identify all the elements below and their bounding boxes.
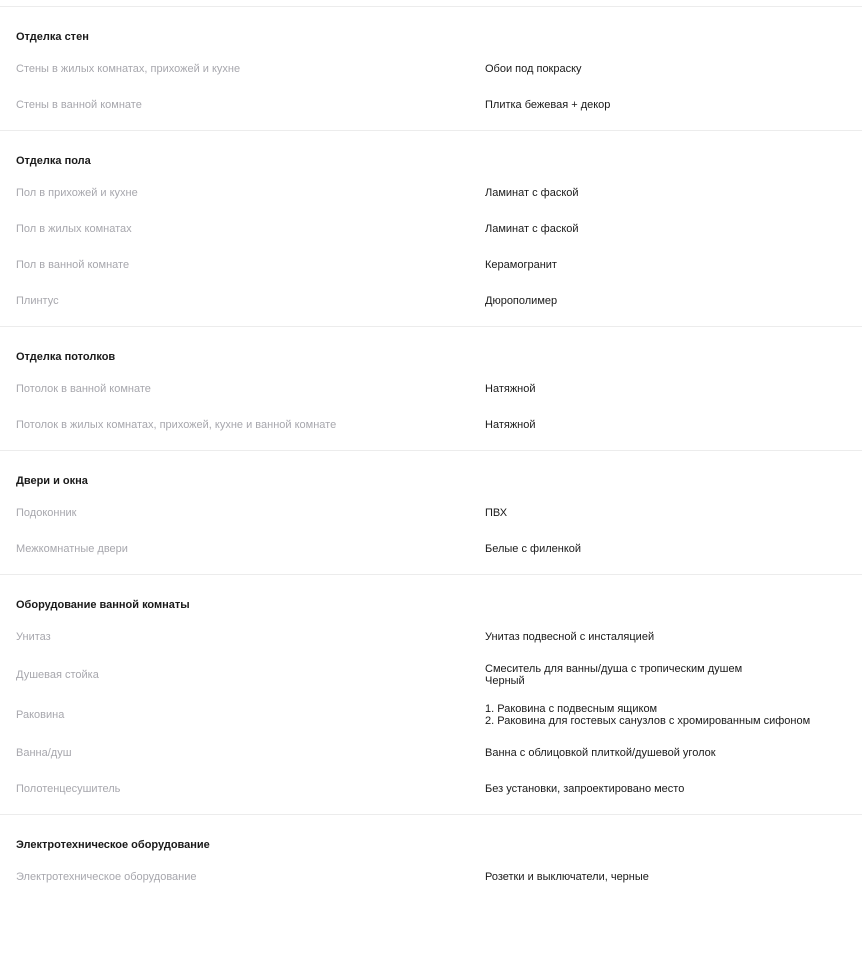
spec-value: Унитаз подвесной с инсталяцией [485, 631, 655, 643]
spec-label: Ванна/душ [16, 747, 72, 759]
spec-value: Обои под покраску [485, 63, 582, 75]
spec-row [0, 626, 862, 648]
section-doors-windows [0, 451, 862, 575]
spec-value: Розетки и выключатели, черные [485, 871, 649, 883]
spec-value: Без установки, запроектировано место [485, 783, 685, 795]
spec-value: Дюрополимер [485, 295, 558, 307]
spec-value: Натяжной [485, 419, 536, 431]
spec-list [0, 7, 862, 902]
spec-label: Межкомнатные двери [16, 543, 128, 555]
spec-row [0, 58, 862, 80]
section-title: Двери и окна [16, 475, 88, 487]
spec-label: Раковина [16, 709, 65, 721]
spec-row [0, 378, 862, 400]
spec-value: Натяжной [485, 383, 536, 395]
spec-row [0, 866, 862, 888]
spec-label: Пол в ванной комнате [16, 259, 130, 271]
section-title: Оборудование ванной комнаты [16, 599, 190, 611]
spec-row [0, 254, 862, 276]
spec-label: Пол в прихожей и кухне [16, 187, 138, 199]
spec-label: Унитаз [16, 631, 51, 643]
spec-value: Смеситель для ванны/душа с тропическим душем Черный [485, 663, 743, 687]
spec-row [0, 742, 862, 764]
section-wall-finish [0, 7, 862, 131]
spec-row [0, 182, 862, 204]
spec-label: Полотенцесушитель [16, 783, 121, 795]
spec-row [0, 290, 862, 312]
spec-row [0, 702, 862, 728]
spec-row [0, 778, 862, 800]
spec-value: Белые с филенкой [485, 543, 582, 555]
spec-label: Пол в жилых комнатах [16, 223, 132, 235]
spec-row [0, 662, 862, 688]
spec-value: 1. Раковина с подвесным ящиком 2. Раковина для гостевых санузлов с хромированным сифоном [485, 703, 811, 727]
spec-label: Потолок в жилых комнатах, прихожей, кухне и ванной комнате [16, 419, 337, 431]
section-title: Отделка стен [16, 31, 89, 43]
spec-row [0, 94, 862, 116]
spec-label: Стены в жилых комнатах, прихожей и кухне [16, 63, 241, 75]
section-electrical-equipment [0, 815, 862, 902]
spec-value: Плитка бежевая + декор [485, 99, 611, 111]
spec-value: Керамогранит [485, 259, 557, 271]
section-title: Электротехническое оборудование [16, 839, 210, 851]
section-title: Отделка пола [16, 155, 91, 167]
section-bathroom-equipment [0, 575, 862, 815]
spec-row [0, 538, 862, 560]
spec-label: Потолок в ванной комнате [16, 383, 151, 395]
spec-row [0, 502, 862, 524]
spec-row [0, 414, 862, 436]
spec-value: ПВХ [485, 507, 508, 519]
spec-label: Подоконник [16, 507, 77, 519]
spec-value: Ванна с облицовкой плиткой/душевой уголок [485, 747, 716, 759]
spec-label: Электротехническое оборудование [16, 871, 197, 883]
section-title: Отделка потолков [16, 351, 116, 363]
spec-label: Плинтус [16, 295, 59, 307]
spec-row [0, 218, 862, 240]
section-floor-finish [0, 131, 862, 327]
spec-value: Ламинат с фаской [485, 223, 579, 235]
section-ceiling-finish [0, 327, 862, 451]
spec-value: Ламинат с фаской [485, 187, 579, 199]
spec-label: Душевая стойка [16, 669, 99, 681]
spec-label: Стены в ванной комнате [16, 99, 142, 111]
